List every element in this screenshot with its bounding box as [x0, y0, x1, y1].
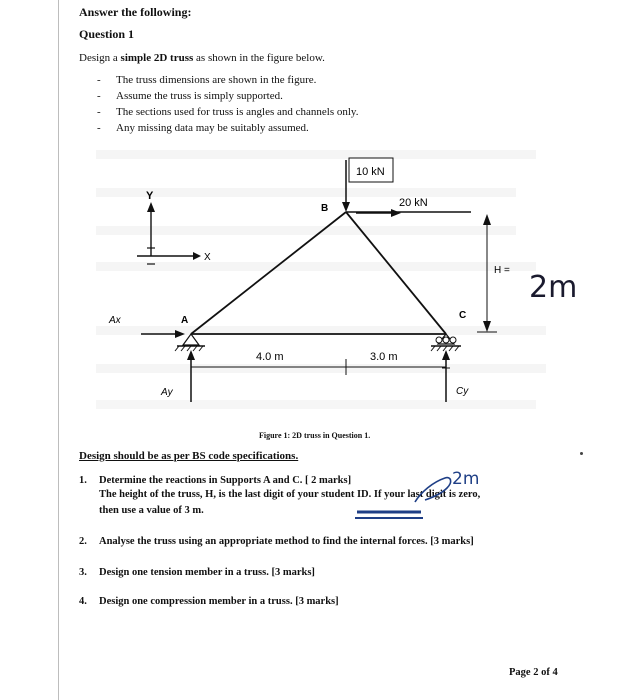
height-label: H = [494, 265, 510, 276]
page-number: Page 2 of 4 [509, 667, 558, 678]
question-2-number: 2. [79, 536, 87, 547]
node-b-label: B [321, 203, 329, 214]
support-c-roller [436, 337, 442, 343]
load-10kn-label: 10 kN [356, 166, 385, 178]
answer-heading: Answer the following: [79, 5, 192, 19]
load-20kn-arrowhead [391, 209, 401, 217]
axis-y-label: Y [146, 190, 154, 202]
question-1-text: Determine the reactions in Supports A and C. [ 2 marks] [99, 475, 352, 486]
dimension-right-label: 3.0 m [370, 351, 398, 363]
reaction-cy-arrowhead [442, 350, 450, 360]
question-1-detail: then use a value of 3 m. [99, 505, 204, 516]
requirements-line: Design should be as per BS code specifications. [79, 450, 299, 462]
pen-annotations [59, 462, 640, 530]
bullet-item: Assume the truss is simply supported. [116, 90, 283, 102]
node-a-label: A [181, 315, 189, 326]
support-a-pin [183, 334, 199, 345]
y-axis-arrowhead [147, 202, 155, 212]
intro-prefix: Design a [79, 52, 121, 64]
question-1-number: 1. [79, 475, 87, 486]
question-2-text: Analyse the truss using an appropriate method to find the internal forces. [3 marks] [99, 536, 474, 547]
pen-scribble [415, 478, 451, 502]
node-c-label: C [459, 310, 467, 321]
question-1-detail: The height of the truss, H, is the last digit of your student ID. If your last digit is zero, [99, 489, 481, 500]
question-3-text: Design one tension member in a truss. [3 marks] [99, 567, 315, 578]
bullet-item: The sections used for truss is angles and channels only. [116, 106, 359, 118]
support-c-roller [443, 337, 449, 343]
intro-suffix: as shown in the figure below. [193, 52, 325, 64]
x-axis-arrowhead [193, 252, 201, 260]
bullet-item: Any missing data may be suitably assumed. [116, 122, 309, 134]
load-10kn-arrowhead [342, 202, 350, 212]
question-4-number: 4. [79, 596, 87, 607]
bullet-item: The truss dimensions are shown in the figure. [116, 74, 317, 86]
reaction-ay-label: Ay [161, 387, 173, 398]
handwritten-annotation: 2m [452, 469, 480, 489]
reaction-ax-label: Ax [109, 315, 121, 326]
margin-dot [580, 452, 583, 455]
handwritten-height-value: 2m [529, 270, 578, 305]
question-label: Question 1 [79, 27, 135, 41]
load-20kn-label: 20 kN [399, 197, 428, 209]
question-3-number: 3. [79, 567, 87, 578]
show-through-texture [96, 150, 546, 409]
question-4-text: Design one compression member in a truss. [3 marks] [99, 596, 339, 607]
truss-figure [1, 0, 640, 430]
document-page: Answer the following: Question 1 Design a simple 2D truss as shown in the figure below. - The truss dimensions are shown in the figure. - Assume the truss is simply supported. - The sections used for truss is angles and channels only. - Any missing data may be suitably assumed. 10 kN 20 kN B Y X A Ax Ay 4.0 m 3.0 m C Cy H = 2m Figure 1: 2D truss in Question 1. Design should be as per BS code specifications. 1. Determine the reactions in Supports A and C. [ 2 marks] The height of the truss, H, is the last digit of your student ID. If your last digit is zero, then use a value of 3 m. 2. Analyse the truss using an appropriate method to find the internal forces. [3 marks] 3. Design one tension member in a truss. [3 marks] 4. Design one compression member in a truss. [3 marks] 2m Page 2 of 4 [58, 0, 640, 700]
reaction-cy-label: Cy [456, 386, 469, 397]
figure-caption: Figure 1: 2D truss in Question 1. [259, 431, 371, 440]
support-c-roller [450, 337, 456, 343]
axis-x-label: X [204, 252, 211, 263]
dimension-left-label: 4.0 m [256, 351, 284, 363]
reaction-ay-arrowhead [187, 350, 195, 360]
intro-bold: simple 2D truss [120, 52, 194, 64]
